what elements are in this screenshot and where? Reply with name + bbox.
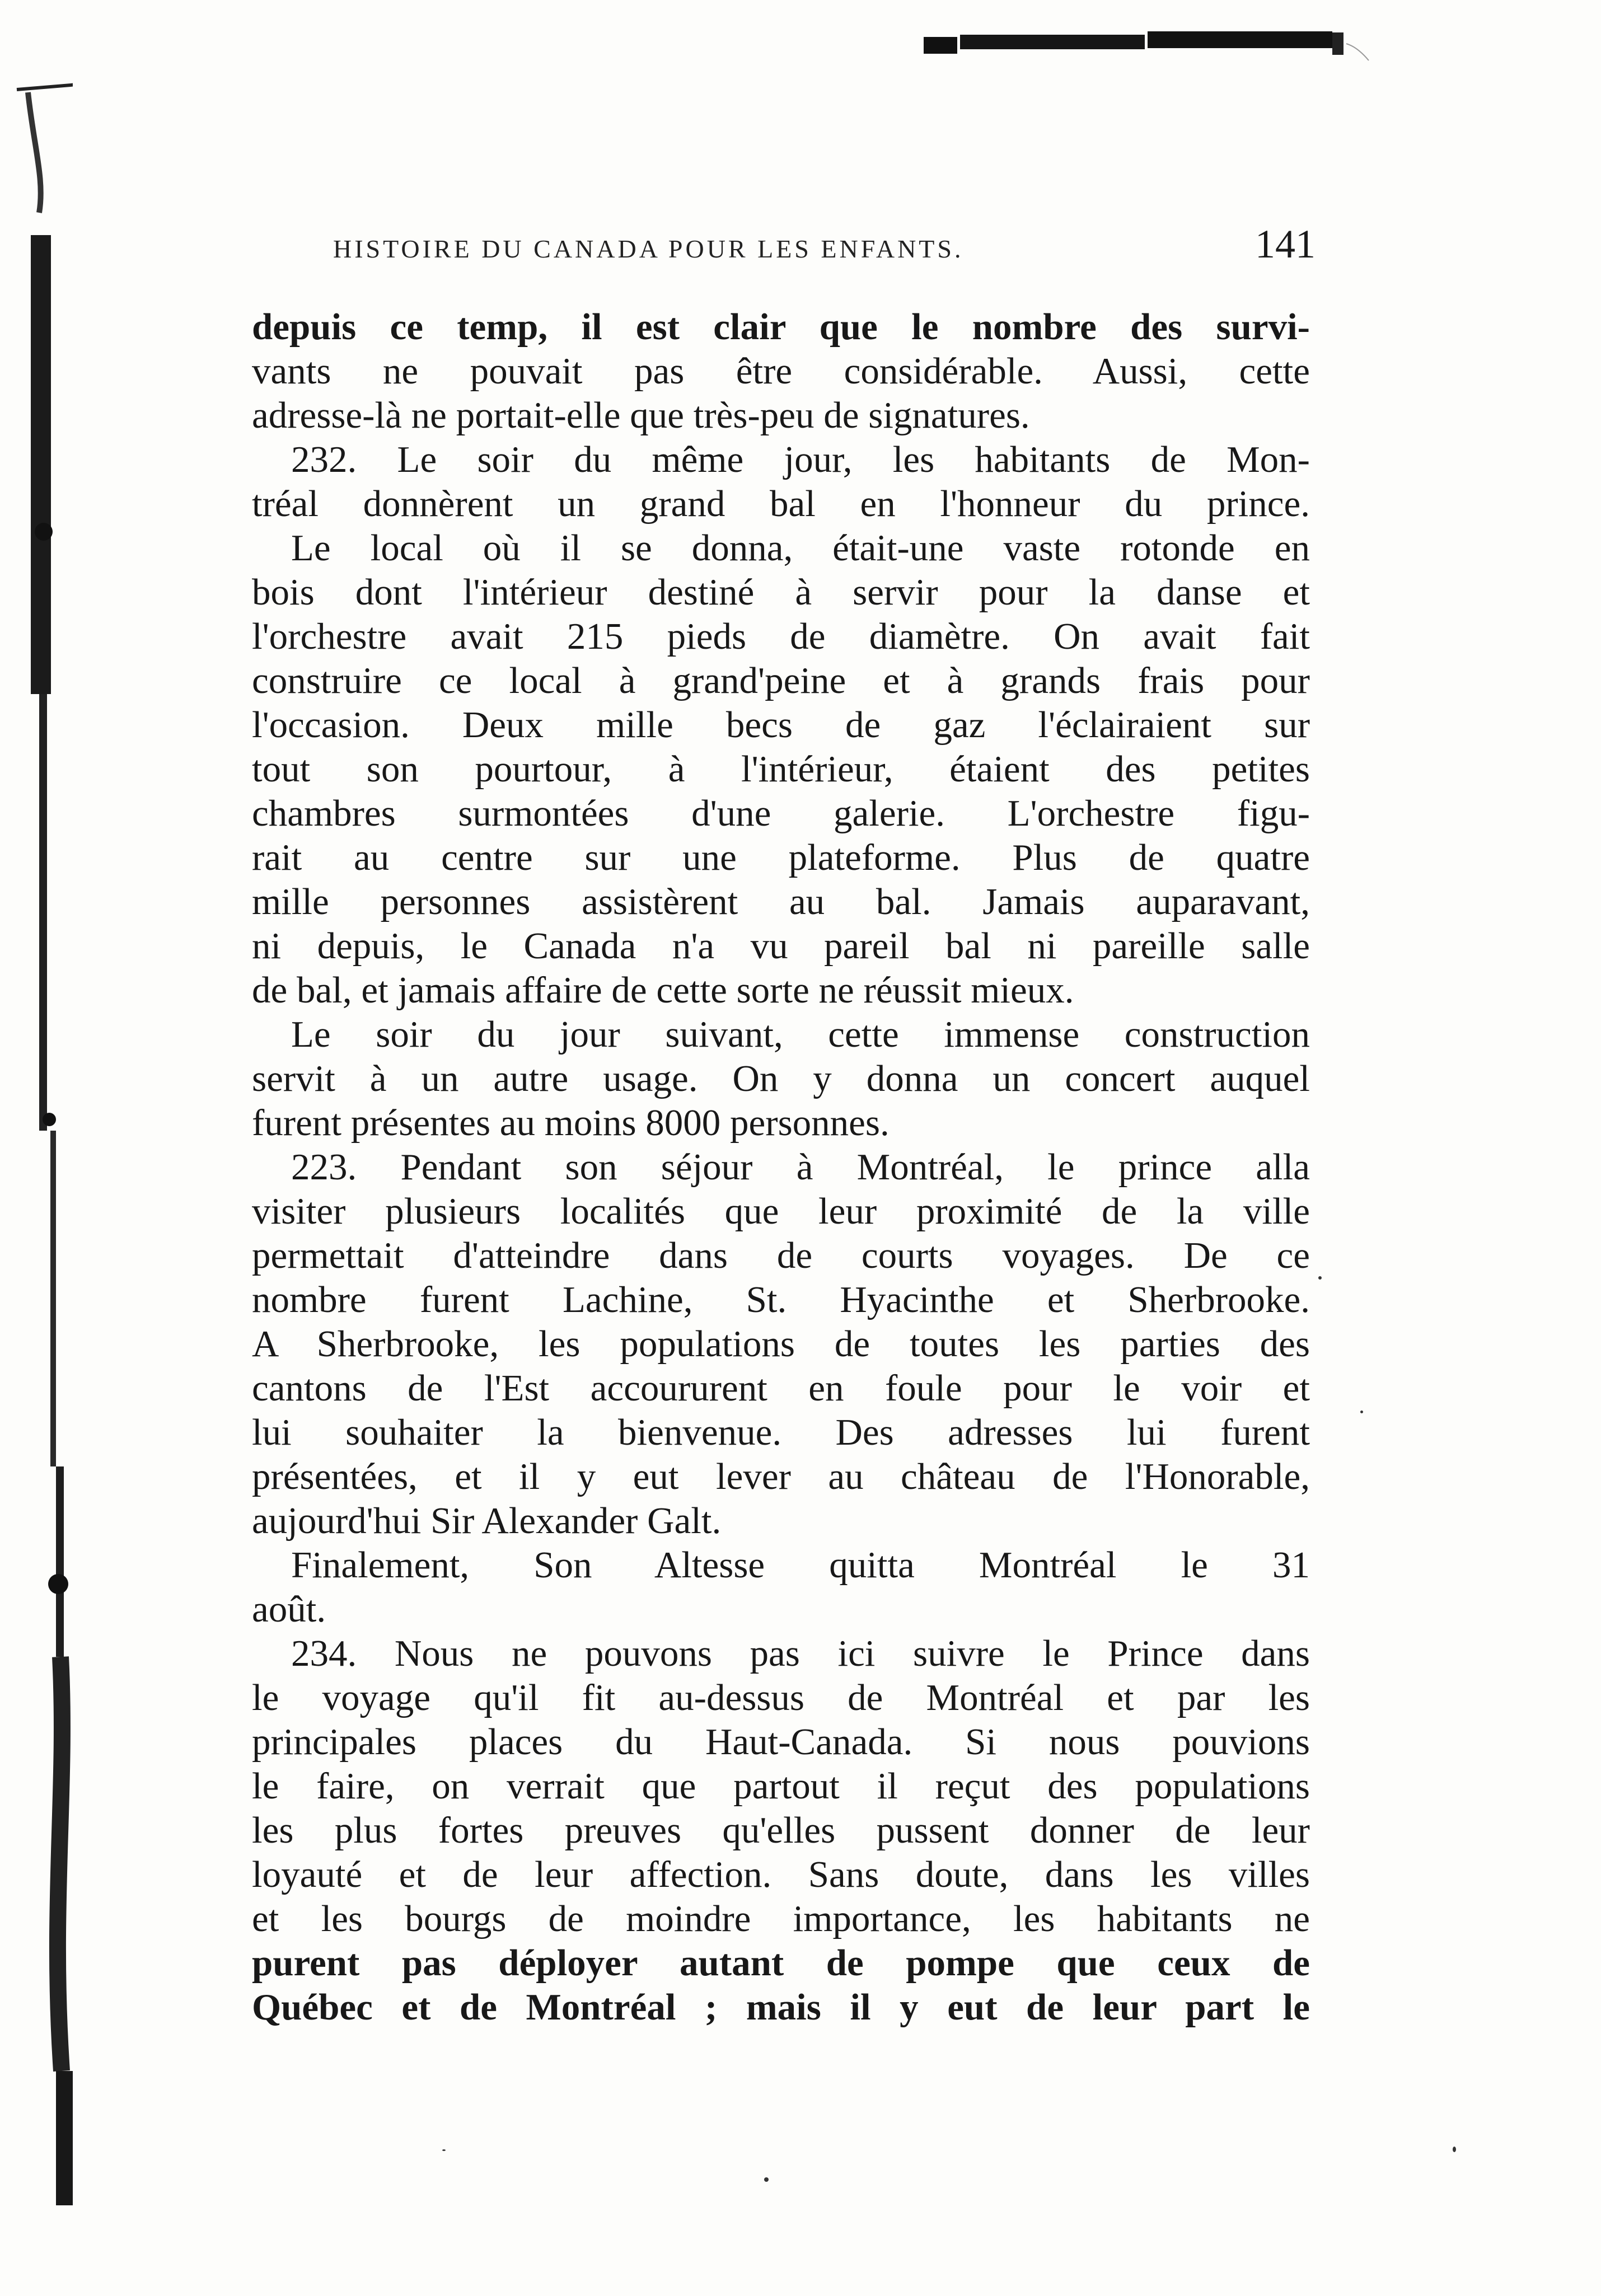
scan-speck [1318, 1276, 1322, 1280]
text-line: le faire, on verrait que partout il reçut des populations [252, 1765, 1310, 1807]
text-line: purent pas déployer autant de pompe que ceux de [252, 1942, 1310, 1984]
text-line: rait au centre sur une plateforme. Plus de quatre [252, 837, 1310, 878]
text-line: présentées, et il y eut lever au château de l'Honorable, [252, 1456, 1310, 1497]
text-line: bois dont l'intérieur destiné à servir pour la danse et [252, 571, 1310, 613]
text-line: nombre furent Lachine, St. Hyacinthe et Sherbrooke. [252, 1279, 1310, 1320]
text-line: août. [252, 1589, 326, 1630]
text-line: construire ce local à grand'peine et à grands frais pour [252, 660, 1310, 701]
text-line: l'orchestre avait 215 pieds de diamètre. On avait fait [252, 616, 1310, 657]
text-line: l'occasion. Deux mille becs de gaz l'éclairaient sur [252, 704, 1310, 746]
text-line: Québec et de Montréal ; mais il y eut de leur part le [252, 1986, 1310, 2028]
binding-edge [0, 0, 73, 2296]
text-line: mille personnes assistèrent au bal. Jamais auparavant, [252, 881, 1310, 922]
text-line: tréal donnèrent un grand bal en l'honneur du prince. [252, 483, 1310, 524]
text-line: Le soir du jour suivant, cette immense construction [291, 1014, 1310, 1055]
text-line: le voyage qu'il fit au-dessus de Montréal et par les [252, 1677, 1310, 1718]
text-line: de bal, et jamais affaire de cette sorte ne réussit mieux. [252, 969, 1074, 1011]
scan-speck [1453, 2147, 1456, 2152]
text-line: vants ne pouvait pas être considérable. Aussi, cette [252, 350, 1310, 392]
print-bar-mark [924, 27, 1371, 66]
text-line: et les bourgs de moindre importance, les habitants ne [252, 1898, 1310, 1939]
text-line: visiter plusieurs localités que leur proximité de la ville [252, 1191, 1310, 1232]
text-line: Finalement, Son Altesse quitta Montréal le 31 [291, 1544, 1310, 1586]
text-line: lui souhaiter la bienvenue. Des adresses lui furent [252, 1412, 1310, 1453]
text-line: adresse-là ne portait-elle que très-peu de signatures. [252, 395, 1030, 436]
text-line: Le local où il se donna, était-une vaste rotonde en [291, 527, 1310, 569]
text-line: furent présentes au moins 8000 personnes. [252, 1102, 890, 1144]
text-line: ni depuis, le Canada n'a vu pareil bal ni pareille salle [252, 925, 1310, 967]
text-line: loyauté et de leur affection. Sans doute, dans les villes [252, 1854, 1310, 1895]
scan-speck [1360, 1411, 1363, 1413]
scan-speck [442, 2149, 446, 2151]
text-line: cantons de l'Est accoururent en foule pour le voir et [252, 1367, 1310, 1409]
text-line: depuis ce temp, il est clair que le nombre des survi- [252, 306, 1310, 348]
text-line: servit à un autre usage. On y donna un concert auquel [252, 1058, 1310, 1099]
running-head [333, 221, 1316, 277]
text-line: les plus fortes preuves qu'elles pussent donner de leur [252, 1810, 1310, 1851]
text-line: 223. Pendant son séjour à Montréal, le prince alla [291, 1146, 1310, 1188]
text-line: 232. Le soir du même jour, les habitants de Mon- [291, 439, 1310, 480]
body-text [252, 305, 1310, 2030]
text-line: permettait d'atteindre dans de courts voyages. De ce [252, 1235, 1310, 1276]
text-line: aujourd'hui Sir Alexander Galt. [252, 1500, 722, 1541]
text-line: chambres surmontées d'une galerie. L'orchestre figu- [252, 793, 1310, 834]
running-title: HISTOIRE DU CANADA POUR LES ENFANTS. [333, 235, 964, 263]
text-line: 234. Nous ne pouvons pas ici suivre le Prince dans [291, 1633, 1310, 1674]
scan-speck [764, 2177, 769, 2182]
text-line: principales places du Haut-Canada. Si nous pouvions [252, 1721, 1310, 1763]
page-number: 141 [1255, 222, 1316, 266]
text-line: tout son pourtour, à l'intérieur, étaient des petites [252, 748, 1310, 790]
text-line: A Sherbrooke, les populations de toutes les parties des [252, 1323, 1310, 1365]
